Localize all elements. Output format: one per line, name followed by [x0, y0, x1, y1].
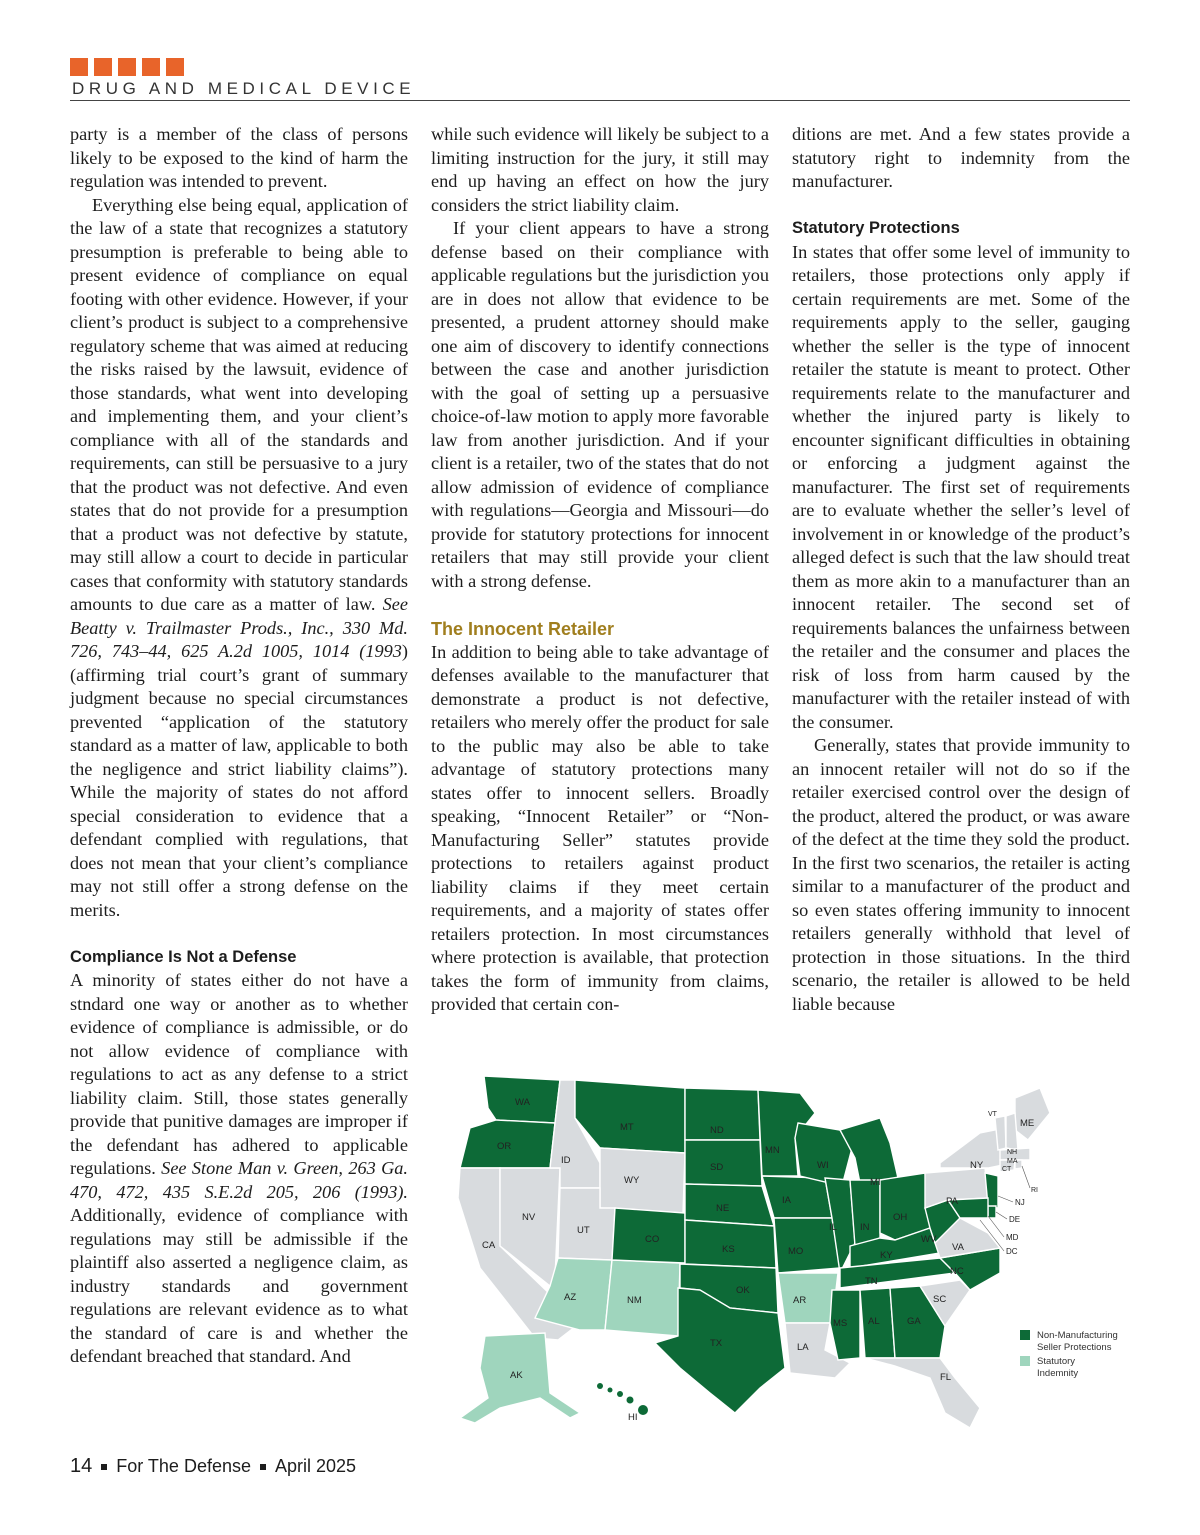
footer-separator [260, 1464, 266, 1470]
paragraph-text: Everything else being equal, application of the law of a state that recognizes a statutory presumption is preferable to being able to present evidence of compliance on equal footing with other evidence. However, if your client’s product is subject to a comprehensive regulatory scheme that was aimed at reducing the risks raised by the lawsuit, evidence of those standards, what went into developing and implementing them, and your client’s compliance with all of the standards and requirements, can still be persuasive to a jury that the product was not defective. And even states that do not provide for a presumption that a product was not defective by statute, may still allow a court to decide in particular cases that conformity with statutory standards amounts to due care as a matter of law. [70, 194, 408, 614]
column-1 [70, 123, 408, 1369]
paragraph: If your client appears to have a strong defense based on their compliance with applicable regulations but the jurisdiction you are in does not allow that evidence to be presented, a prudent attorney should make one aim of discovery to identify connections between the case and another jurisdiction with the goal of setting up a persuasive choice-of-law motion to apply more favorable law from another jurisdiction. And if your client is a retailer, two of the states that do not allow admission of evidence of compliance with regulations—Georgia and Missouri—do provide for statutory protections for innocent retailers that may still provide your client with a strong defense. [431, 218, 769, 591]
label-TN: TN [865, 1276, 878, 1287]
legend-nm-line2: Seller Protections [1037, 1342, 1112, 1353]
label-OK: OK [736, 1285, 750, 1296]
label-TX: TX [710, 1338, 723, 1349]
label-CT: CT [1002, 1166, 1012, 1173]
legend-si-line1: Statutory [1037, 1356, 1076, 1367]
legend-si-line2: Indemnity [1037, 1368, 1079, 1379]
state-NM [605, 1260, 680, 1336]
label-KY: KY [880, 1250, 893, 1261]
paragraph: ditions are met. And a few states provide a statutory right to indemnity from the manufacturer. [792, 124, 1130, 191]
label-AZ: AZ [564, 1292, 577, 1303]
state-ME [1015, 1088, 1050, 1140]
label-MA: MA [1007, 1158, 1018, 1165]
publication-name: For The Defense [116, 1456, 251, 1476]
label-SD: SD [710, 1162, 724, 1173]
footer-separator [101, 1464, 107, 1470]
paragraph: Generally, states that provide immunity to an innocent retailer will not do so if the retailer exercised control over the design of the product, altered the product, or was aware of the defect at the time they sold the product. In the first two scenarios, the retailer is acting similar to a manufacturer of the product and so even states offering immunity to innocent retailers generally withhold that level of protection in those situations. In the third scenario, the retailer is allowed to be held liable because [792, 735, 1130, 1014]
label-MD: MD [1006, 1233, 1019, 1242]
state-HI [597, 1383, 648, 1415]
label-MO: MO [788, 1246, 804, 1257]
legend-nm-line1: Non-Manufacturing [1037, 1330, 1118, 1341]
state-SD [685, 1140, 762, 1186]
state-NE [685, 1184, 774, 1226]
page-footer [70, 1455, 356, 1478]
paragraph [70, 969, 408, 1369]
label-OR: OR [497, 1141, 512, 1152]
label-CO: CO [645, 1234, 660, 1245]
state-DE [988, 1206, 996, 1218]
label-NH: NH [1007, 1149, 1018, 1156]
label-IL: IL [829, 1222, 837, 1233]
legend-swatch-nm [1020, 1330, 1030, 1340]
label-WY: WY [624, 1175, 640, 1186]
label-WI: WI [817, 1160, 829, 1171]
label-NM: NM [627, 1295, 642, 1306]
subheading-statutory-protections: Statutory Protections [792, 219, 960, 237]
label-ME: ME [1020, 1118, 1035, 1129]
legend-swatch-si [1020, 1356, 1030, 1366]
column-2 [431, 123, 769, 1017]
header-squares [70, 58, 184, 76]
label-NY: NY [970, 1160, 984, 1171]
label-DC: DC [1006, 1247, 1018, 1256]
label-OH: OH [893, 1212, 908, 1223]
label-AL: AL [868, 1316, 880, 1327]
header-rule [70, 100, 1130, 101]
map-legend [1020, 1330, 1118, 1379]
state-IA [762, 1176, 832, 1218]
label-UT: UT [577, 1225, 590, 1236]
us-map [440, 1068, 1140, 1436]
label-VT: VT [988, 1111, 997, 1118]
label-DE: DE [1009, 1215, 1021, 1224]
label-FL: FL [940, 1372, 952, 1383]
label-NV: NV [522, 1212, 536, 1223]
paragraph-text: Additionally, evidence of compliance with regulations may still be admissible if the plaintiff also asserted a negligence claim, as industry standards and government regulations are relevant evidence as to what the standard of care is and whether the defendant breached that standard. And [70, 1205, 408, 1366]
label-NC: NC [950, 1266, 964, 1277]
label-CA: CA [482, 1240, 496, 1251]
label-SC: SC [933, 1294, 947, 1305]
state-AR [778, 1273, 838, 1323]
label-PA: PA [946, 1196, 958, 1207]
page-number: 14 [70, 1455, 93, 1477]
label-IA: IA [782, 1195, 791, 1206]
us-map-figure [440, 1068, 1140, 1436]
label-ID: ID [561, 1155, 571, 1166]
subheading-compliance: Compliance Is Not a Defense [70, 947, 297, 966]
label-NE: NE [716, 1203, 730, 1214]
label-RI: RI [1031, 1187, 1038, 1194]
label-MI: MI [870, 1177, 881, 1188]
label-MN: MN [765, 1145, 780, 1156]
label-VA: VA [952, 1242, 964, 1253]
column-3 [792, 123, 1130, 1016]
label-AK: AK [510, 1370, 523, 1381]
label-IN: IN [860, 1222, 870, 1233]
label-AR: AR [793, 1295, 807, 1306]
label-MT: MT [620, 1122, 634, 1133]
paragraph: In states that offer some level of immunity to retailers, those protections only apply if certain requirements are met. Some of the requirements apply to the seller, gauging whether the seller is the type of innocent retailer the statute is meant to protect. Other requirements relate to the manufacturer and whether the injured party is likely to encounter significant difficulties in obtaining or enforcing a judgment against the manufacturer. The first set of requirements are to evaluate whether the seller’s level of involvement in or knowledge of the product’s alleged defect is such that the law should treat them as more akin to a manufacturer than an innocent retailer. The second set of requirements balances the unfairness between the retailer and the consumer and places the risk of loss from harm caused by the manufacturer with the retailer instead of with the consumer. [792, 241, 1130, 732]
citation: See Stone Man v. Green, 263 Ga. 470, 472, 435 S.E.2d 205, 206 (1993). [70, 1158, 409, 1202]
label-ND: ND [710, 1125, 724, 1136]
state-MT [575, 1080, 685, 1153]
paragraph-text: A minority of states either do not have a stndard one way or another as to whether evidence of compliance is admissible, or do not allow evidence of compliance with regulations to act as any defense to a strict liability claim. Still, those states generally provide that punitive damages are improper if the defendant has adhered to applicable regulations. [70, 970, 408, 1178]
citation: See Beatty v. Trailmaster Prods., Inc., 330 Md. 726, 743–44, 625 A.2d 1005, 1014 (1993 [70, 594, 408, 661]
state-IN [850, 1180, 880, 1246]
state-FL [865, 1358, 980, 1428]
label-KS: KS [722, 1244, 735, 1255]
paragraph: party is a member of the class of persons likely to be exposed to the kind of harm the regulation was intended to prevent. [70, 124, 408, 191]
label-NJ: NJ [1015, 1198, 1025, 1207]
label-GA: GA [907, 1316, 921, 1327]
paragraph [70, 194, 408, 923]
heading-innocent-retailer: The Innocent Retailer [431, 618, 615, 639]
label-WA: WA [515, 1097, 530, 1108]
label-WV: WV [921, 1234, 937, 1245]
label-LA: LA [797, 1342, 809, 1353]
issue-date: April 2025 [275, 1456, 357, 1476]
paragraph: while such evidence will likely be subject to a limiting instruction for the jury, it still may end up having an effect on how the jury considers the strict liability claim. [431, 124, 769, 215]
section-label: DRUG AND MEDICAL DEVICE [72, 79, 416, 98]
label-HI: HI [628, 1412, 638, 1423]
label-MS: MS [833, 1318, 848, 1329]
paragraph: In addition to being able to take advantage of defenses available to the manufacturer that demonstrate a product is not defective, retailers who merely offer the product for sale to the public may also be able to take advantage of statutory protections many states offer to innocent sellers. Broadly speaking, “Innocent Retailer” or “Non-Manufacturing Seller” statutes provide protections to retailers against product liability claims if they meet certain requirements, and a majority of states offer retailers protection. In most circumstances where protection is available, that protection takes the form of immunity from claims, provided that certain con- [431, 641, 769, 1014]
paragraph-text: ) (affirming trial court’s grant of summary judgment because no special circumstances prevented “application of the statutory standard as a matter of law, applicable to both the negligence and strict liability claims”). While the majority of states do not afford special consideration to evidence that a defendant complied with regulations, that does not mean that your client’s compliance may not still offer a strong defense on the merits. [70, 641, 408, 920]
state-WY [600, 1148, 685, 1213]
